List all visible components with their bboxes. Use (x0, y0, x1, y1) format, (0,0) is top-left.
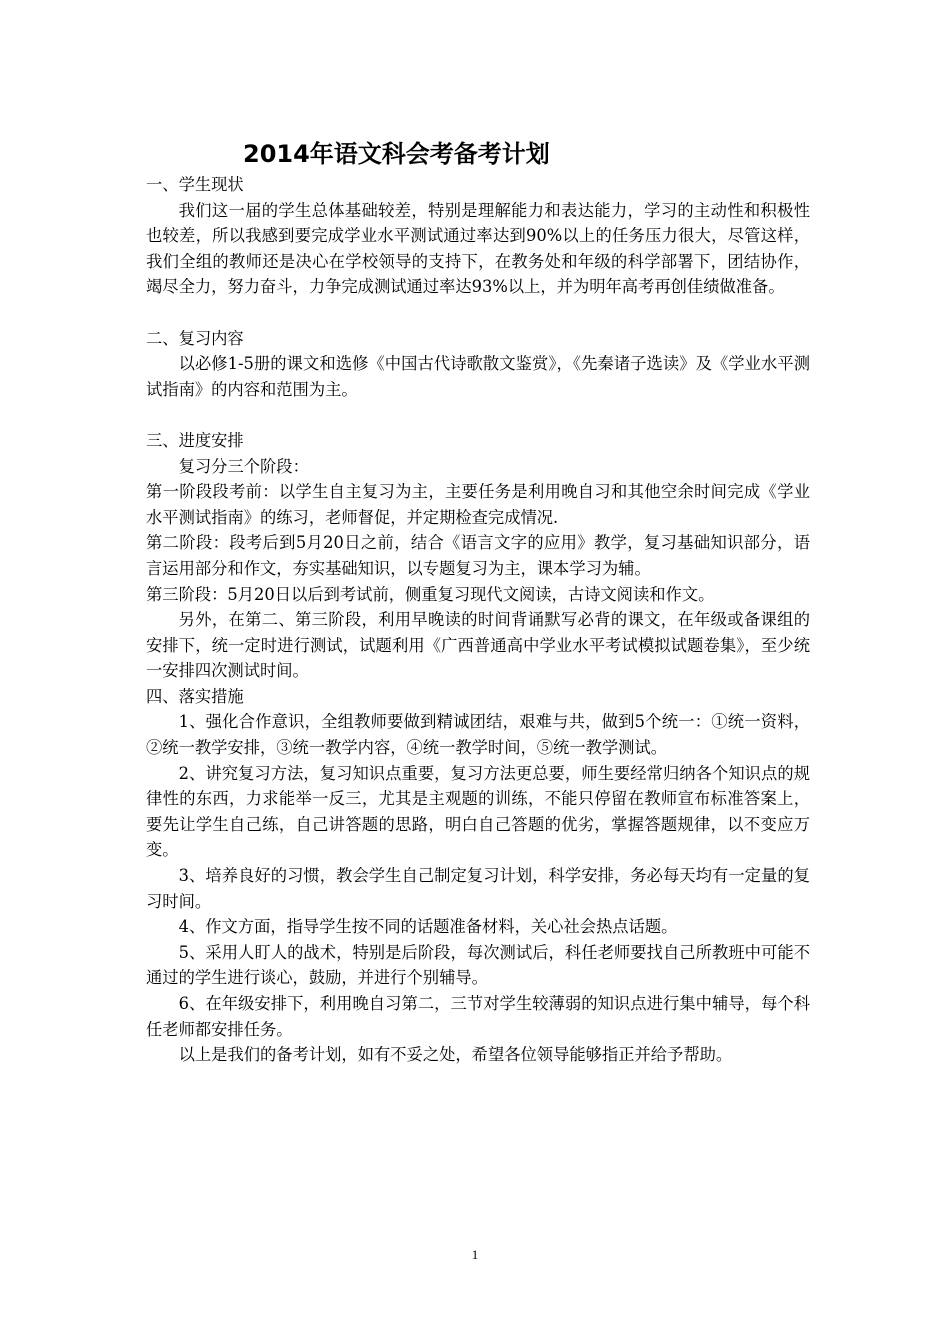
section-heading-schedule: 三、进度安排 (146, 430, 244, 450)
document-body (146, 172, 810, 1068)
measure-5: 5、采用人盯人的战术，特别是后阶段，每次测试后，科任老师要找自己所教班中可能不通过的学生进行谈心，鼓励，并进行个别辅导。 (146, 942, 810, 988)
measure-4: 4、作文方面，指导学生按不同的话题准备材料，关心社会热点话题。 (178, 917, 678, 937)
schedule-intro: 复习分三个阶段： (178, 456, 309, 476)
schedule-stage-3: 第三阶段：5月20日以后到考试前，侧重复习现代文阅读，古诗文阅读和作文。 (146, 584, 715, 604)
document-title: 2014年语文科会考备考计划 (243, 140, 550, 168)
measure-2: 2、讲究复习方法，复习知识点重要，复习方法更总要，师生要经常归纳各个知识点的规律性的东西，力求能举一反三，尤其是主观题的训练，不能只停留在教师宣布标准答案上，要先让学生自己练，自己讲答题的思路，明白自己答题的优劣，掌握答题规律，以不变应万变。 (146, 763, 810, 860)
spacer (146, 300, 810, 326)
paragraph-status: 我们这一届的学生总体基础较差，特别是理解能力和表达能力，学习的主动性和积极性也较差，所以我感到要完成学业水平测试通过率达到90%以上的任务压力很大，尽管这样，我们全组的教师还是决心在学校领导的支持下，在教务处和年级的科学部署下，团结协作，竭尽全力，努力奋斗，力争完成测试通过率达93%以上，并为明年高考再创佳绩做准备。 (146, 200, 810, 297)
closing-paragraph: 以上是我们的备考计划，如有不妥之处，希望各位领导能够指正并给予帮助。 (178, 1045, 733, 1065)
page-number: 1 (471, 1247, 479, 1262)
measure-1: 1、强化合作意识，全组教师要做到精诚团结，艰难与共，做到5个统一：①统一资料，②统一教学安排，③统一教学内容，④统一教学时间，⑤统一教学测试。 (146, 712, 810, 758)
schedule-stage-2: 第二阶段：段考后到5月20日之前，结合《语言文字的应用》教学，复习基础知识部分，语言运用部分和作文，夯实基础知识，以专题复习为主，课本学习为辅。 (146, 533, 810, 578)
measure-6: 6、在年级安排下，利用晚自习第二，三节对学生较薄弱的知识点进行集中辅导，每个科任老师都安排任务。 (146, 994, 810, 1039)
schedule-extra: 另外，在第二、第三阶段，利用早晚读的时间背诵默写必背的课文，在年级或备课组的安排下，统一定时进行测试，试题利用《广西普通高中学业水平考试模拟试题卷集》，至少统一安排四次测试时间。 (146, 610, 810, 681)
schedule-stage-1: 第一阶段段考前：以学生自主复习为主，主要任务是利用晚自习和其他空余时间完成《学业水平测试指南》的练习，老师督促，并定期检查完成情况. (146, 482, 810, 527)
section-heading-measures: 四、落实措施 (146, 686, 244, 706)
paragraph-content: 以必修1-5册的课文和选修《中国古代诗歌散文鉴赏》，《先秦诸子选读》及《学业水平测试指南》的内容和范围为主。 (146, 354, 810, 399)
spacer (146, 402, 810, 428)
section-heading-status: 一、学生现状 (146, 175, 244, 194)
section-heading-content: 二、复习内容 (146, 328, 244, 348)
measure-3: 3、培养良好的习惯，教会学生自己制定复习计划，科学安排，务必每天均有一定量的复习时间。 (146, 866, 810, 911)
